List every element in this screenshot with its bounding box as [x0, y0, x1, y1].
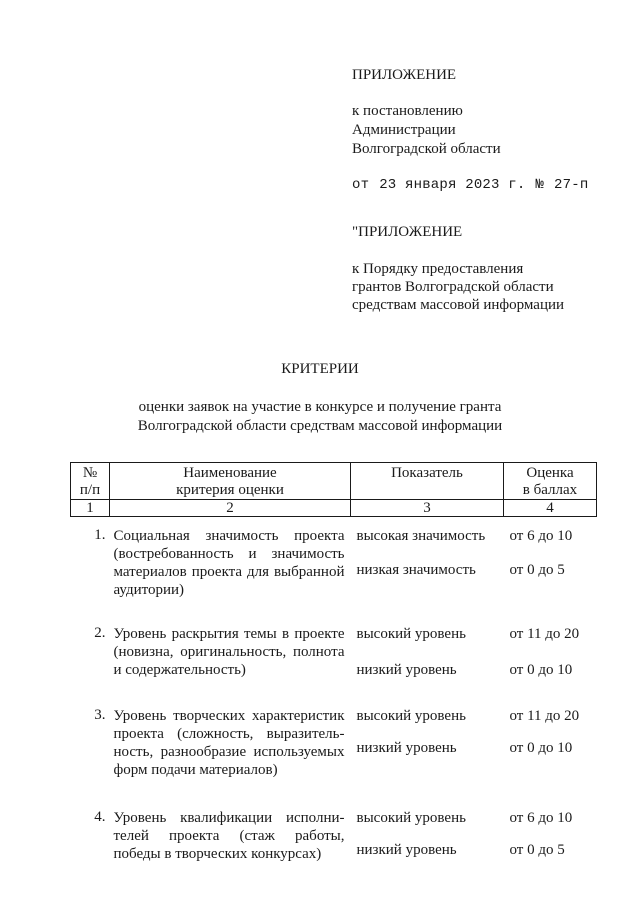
appendix-block-procedure — [352, 223, 632, 314]
score-low: от 0 до 5 — [509, 562, 565, 578]
table-row — [71, 625, 597, 707]
indicator-low: низкая значимость — [356, 562, 476, 578]
row-criterion: Уровень творческих характеристик проекта (сложность, выразитель-ность, разнообразие используемых форм подачи материалов) — [113, 708, 345, 778]
header-indicator-line: Показатель — [391, 465, 463, 481]
score-low: от 0 до 5 — [509, 842, 565, 858]
header-num — [71, 463, 110, 500]
appendix-line: Волгоградской области — [352, 141, 501, 157]
column-number: 3 — [351, 500, 504, 517]
decree-number-sign: № — [535, 177, 545, 193]
indicator-low: низкий уровень — [356, 662, 457, 678]
indicator-high: высокий уровень — [356, 626, 466, 642]
row-number: 3. — [94, 707, 106, 723]
appendix-block — [352, 66, 632, 195]
score-high: от 11 до 20 — [509, 626, 580, 642]
row-number: 1. — [94, 527, 106, 543]
row-scores — [504, 625, 597, 707]
header-criterion-line: Наименование — [183, 465, 277, 481]
header-criterion — [110, 463, 351, 500]
header-num-line: п/п — [79, 482, 101, 498]
criteria-table — [70, 462, 597, 863]
score-low: от 0 до 10 — [509, 740, 573, 756]
table-row — [71, 809, 597, 863]
indicator-high: высокий уровень — [356, 810, 466, 826]
row-indicators — [351, 517, 504, 626]
row-indicators — [351, 707, 504, 809]
indicator-high: высокий уровень — [356, 708, 466, 724]
subtitle-line: оценки заявок на участие в конкурсе и получение гранта — [138, 399, 502, 415]
subtitle-line: Волгоградской области средствам массовой информации — [137, 418, 503, 434]
table-row — [71, 707, 597, 809]
row-indicators — [351, 809, 504, 863]
column-number: 2 — [110, 500, 351, 517]
header-score-line: Оценка — [526, 465, 574, 481]
row-criterion: Уровень раскрытия темы в проекте (новизна, оригинальность, полнота и содержательность) — [113, 626, 345, 678]
appendix2-line: средствам массовой информации — [352, 297, 565, 313]
table-row — [71, 517, 597, 626]
appendix2-line: к Порядку предоставления — [352, 261, 524, 277]
column-number-row — [71, 500, 597, 517]
score-high: от 11 до 20 — [509, 708, 580, 724]
score-low: от 0 до 10 — [509, 662, 573, 678]
appendix-line: Администрации — [352, 122, 456, 138]
score-high: от 6 до 10 — [509, 810, 573, 826]
indicator-low: низкий уровень — [356, 740, 457, 756]
column-number: 1 — [71, 500, 110, 517]
table-header-row — [71, 463, 597, 500]
decree-prefix: от — [352, 177, 370, 193]
header-num-line: № — [82, 465, 98, 481]
header-score-line: в баллах — [522, 482, 578, 498]
decree-date: 23 января 2023 г. — [379, 177, 526, 193]
indicator-high: высокая значимость — [356, 528, 486, 544]
indicator-low: низкий уровень — [356, 842, 457, 858]
header-criterion-line: критерия оценки — [176, 482, 284, 498]
row-number: 4. — [94, 809, 106, 825]
document-title: КРИТЕРИИ — [281, 361, 359, 377]
row-number: 2. — [94, 625, 106, 641]
appendix2-line: грантов Волгоградской области — [352, 279, 554, 295]
decree-line — [352, 176, 632, 195]
decree-number: 27-п — [554, 177, 589, 193]
row-scores — [504, 809, 597, 863]
row-scores — [504, 707, 597, 809]
score-high: от 6 до 10 — [509, 528, 573, 544]
row-criterion: Уровень квалификации исполни-телей проекта (стаж работы, победы в творческих конкурсах) — [113, 810, 345, 862]
appendix-line: к постановлению — [352, 103, 463, 119]
appendix-heading: ПРИЛОЖЕНИЕ — [352, 67, 457, 83]
row-indicators — [351, 625, 504, 707]
appendix2-heading: "ПРИЛОЖЕНИЕ — [352, 224, 463, 240]
header-indicator — [351, 463, 504, 500]
row-scores — [504, 517, 597, 626]
document-subtitle — [0, 398, 640, 436]
row-criterion: Социальная значимость проекта (востребованность и значимость материалов проекта для выбранной аудитории) — [113, 528, 345, 598]
header-score — [504, 463, 597, 500]
column-number: 4 — [504, 500, 597, 517]
